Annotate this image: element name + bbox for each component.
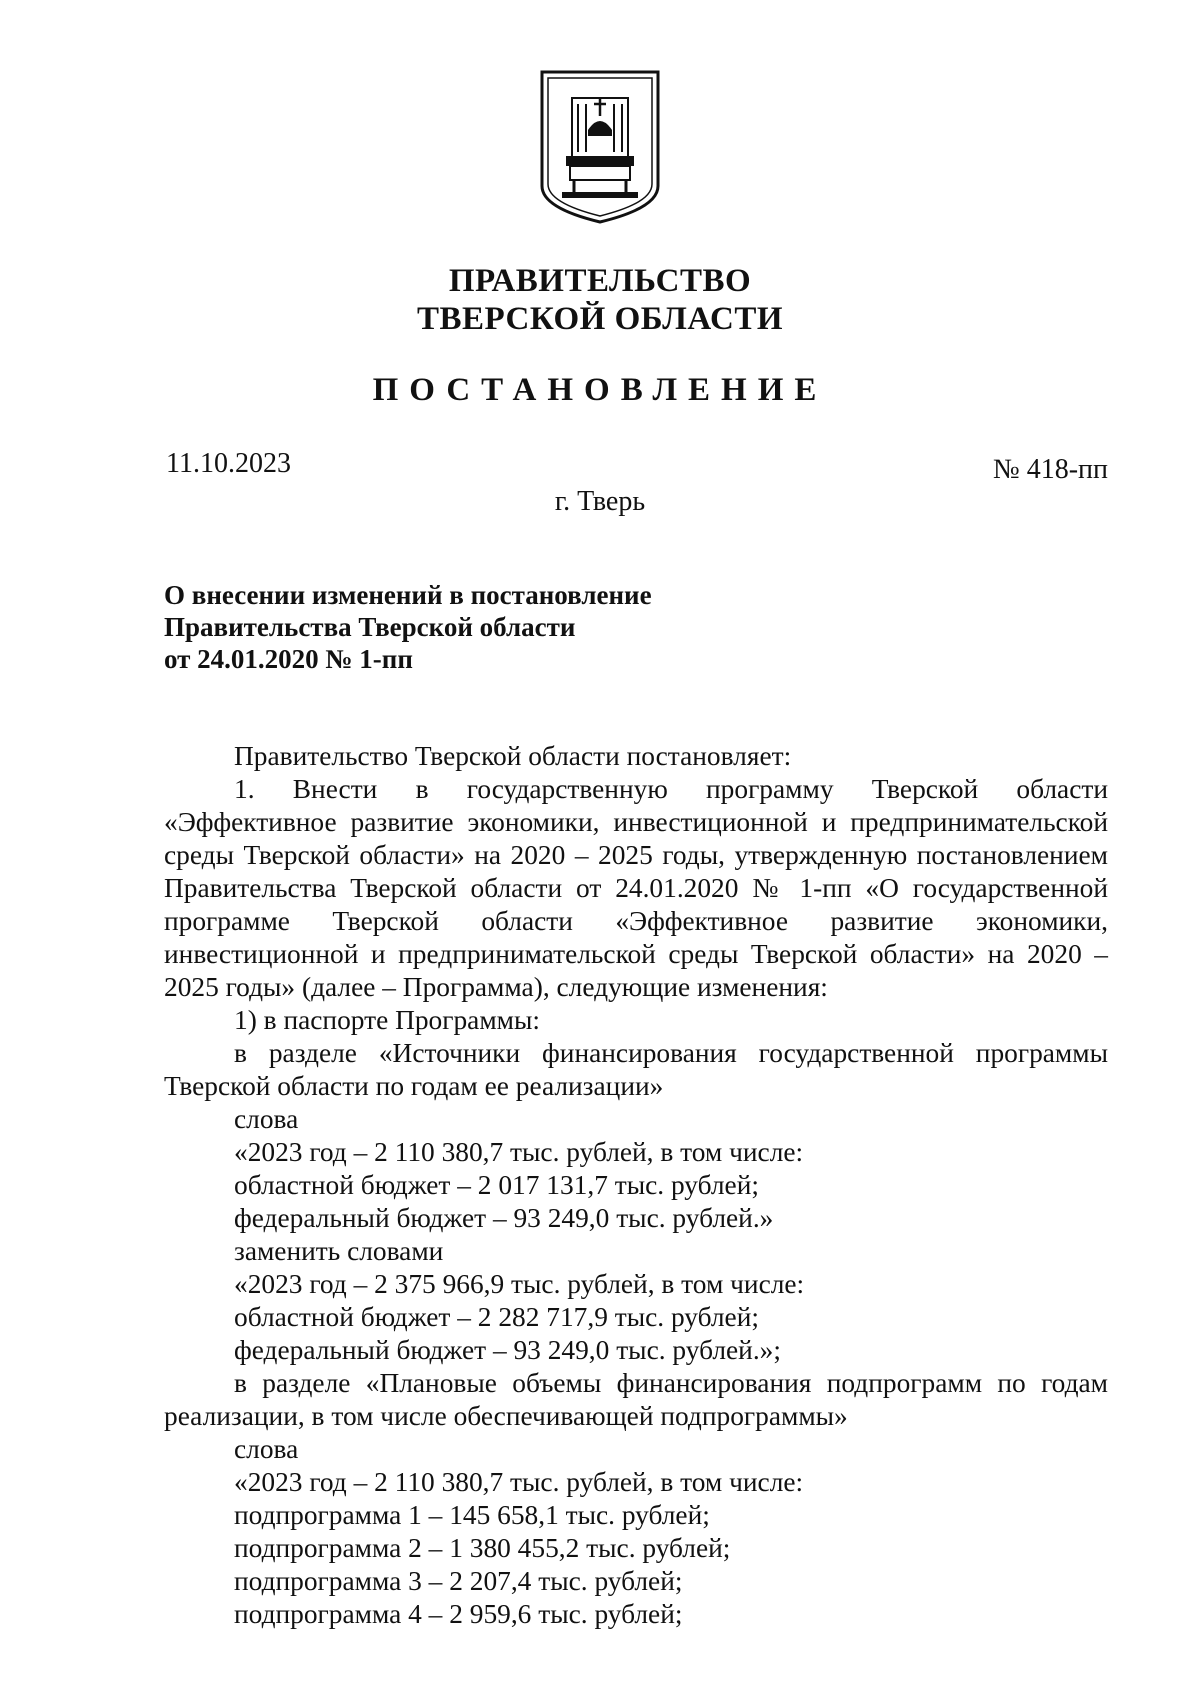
document-subject (164, 579, 784, 675)
body-line: «2023 год – 2 110 380,7 тыс. рублей, в том числе: (234, 1467, 804, 1497)
body-line: федеральный бюджет – 93 249,0 тыс. рублей.» (234, 1203, 774, 1233)
document-body (164, 740, 1108, 1631)
body-line: подпрограмма 4 – 2 959,6 тыс. рублей; (234, 1599, 683, 1629)
body-line: 2025 годы» (далее – Программа), следующие изменения: (164, 972, 828, 1002)
body-line: в разделе «Плановые объемы финансирования подпрограмм по годам (234, 1368, 1108, 1398)
org-title-line2: ТВЕРСКОЙ ОБЛАСТИ (416, 301, 784, 337)
body-line: федеральный бюджет – 93 249,0 тыс. рублей.»; (234, 1335, 781, 1365)
body-line: подпрограмма 2 – 1 380 455,2 тыс. рублей; (234, 1533, 731, 1563)
document-city: г. Тверь (554, 486, 646, 517)
body-line: Правительство Тверской области постановляет: (234, 741, 792, 771)
body-line: подпрограмма 3 – 2 207,4 тыс. рублей; (234, 1566, 683, 1596)
document-type: ПОСТАНОВЛЕНИЕ (372, 372, 828, 408)
body-line: среды Тверской области» на 2020 – 2025 годы, утвержденную постановлением (164, 840, 1108, 870)
tver-coat-of-arms-icon (538, 68, 662, 226)
body-line: 1. Внести в государственную программу Тверской области (234, 774, 1108, 804)
subject-line: Правительства Тверской области (164, 612, 576, 642)
body-line: «2023 год – 2 110 380,7 тыс. рублей, в том числе: (234, 1137, 804, 1167)
org-title-line1: ПРАВИТЕЛЬСТВО (448, 263, 752, 299)
body-line: программе Тверской области «Эффективное развитие экономики, (164, 906, 1108, 936)
body-line: инвестиционной и предпринимательской среды Тверской области» на 2020 – (164, 939, 1108, 969)
body-line: заменить словами (234, 1236, 444, 1266)
body-line: реализации, в том числе обеспечивающей подпрограммы» (164, 1401, 848, 1431)
document-number: № 418-пп (992, 454, 1108, 485)
body-line: областной бюджет – 2 282 717,9 тыс. рублей; (234, 1302, 759, 1332)
subject-line: О внесении изменений в постановление (164, 580, 652, 610)
body-line: Тверской области по годам ее реализации» (164, 1071, 664, 1101)
body-line: подпрограмма 1 – 145 658,1 тыс. рублей; (234, 1500, 710, 1530)
body-line: слова (234, 1434, 299, 1464)
body-line: «2023 год – 2 375 966,9 тыс. рублей, в том числе: (234, 1269, 805, 1299)
body-line: Правительства Тверской области от 24.01.2020 № 1-пп «О государственной (164, 873, 1108, 903)
body-line: областной бюджет – 2 017 131,7 тыс. рублей; (234, 1170, 759, 1200)
body-line: 1) в паспорте Программы: (234, 1005, 541, 1035)
body-line: «Эффективное развитие экономики, инвестиционной и предпринимательской (164, 807, 1108, 837)
body-line: слова (234, 1104, 299, 1134)
document-date: 11.10.2023 (166, 448, 291, 479)
subject-line: от 24.01.2020 № 1-пп (164, 644, 413, 674)
body-line: в разделе «Источники финансирования государственной программы (234, 1038, 1108, 1068)
